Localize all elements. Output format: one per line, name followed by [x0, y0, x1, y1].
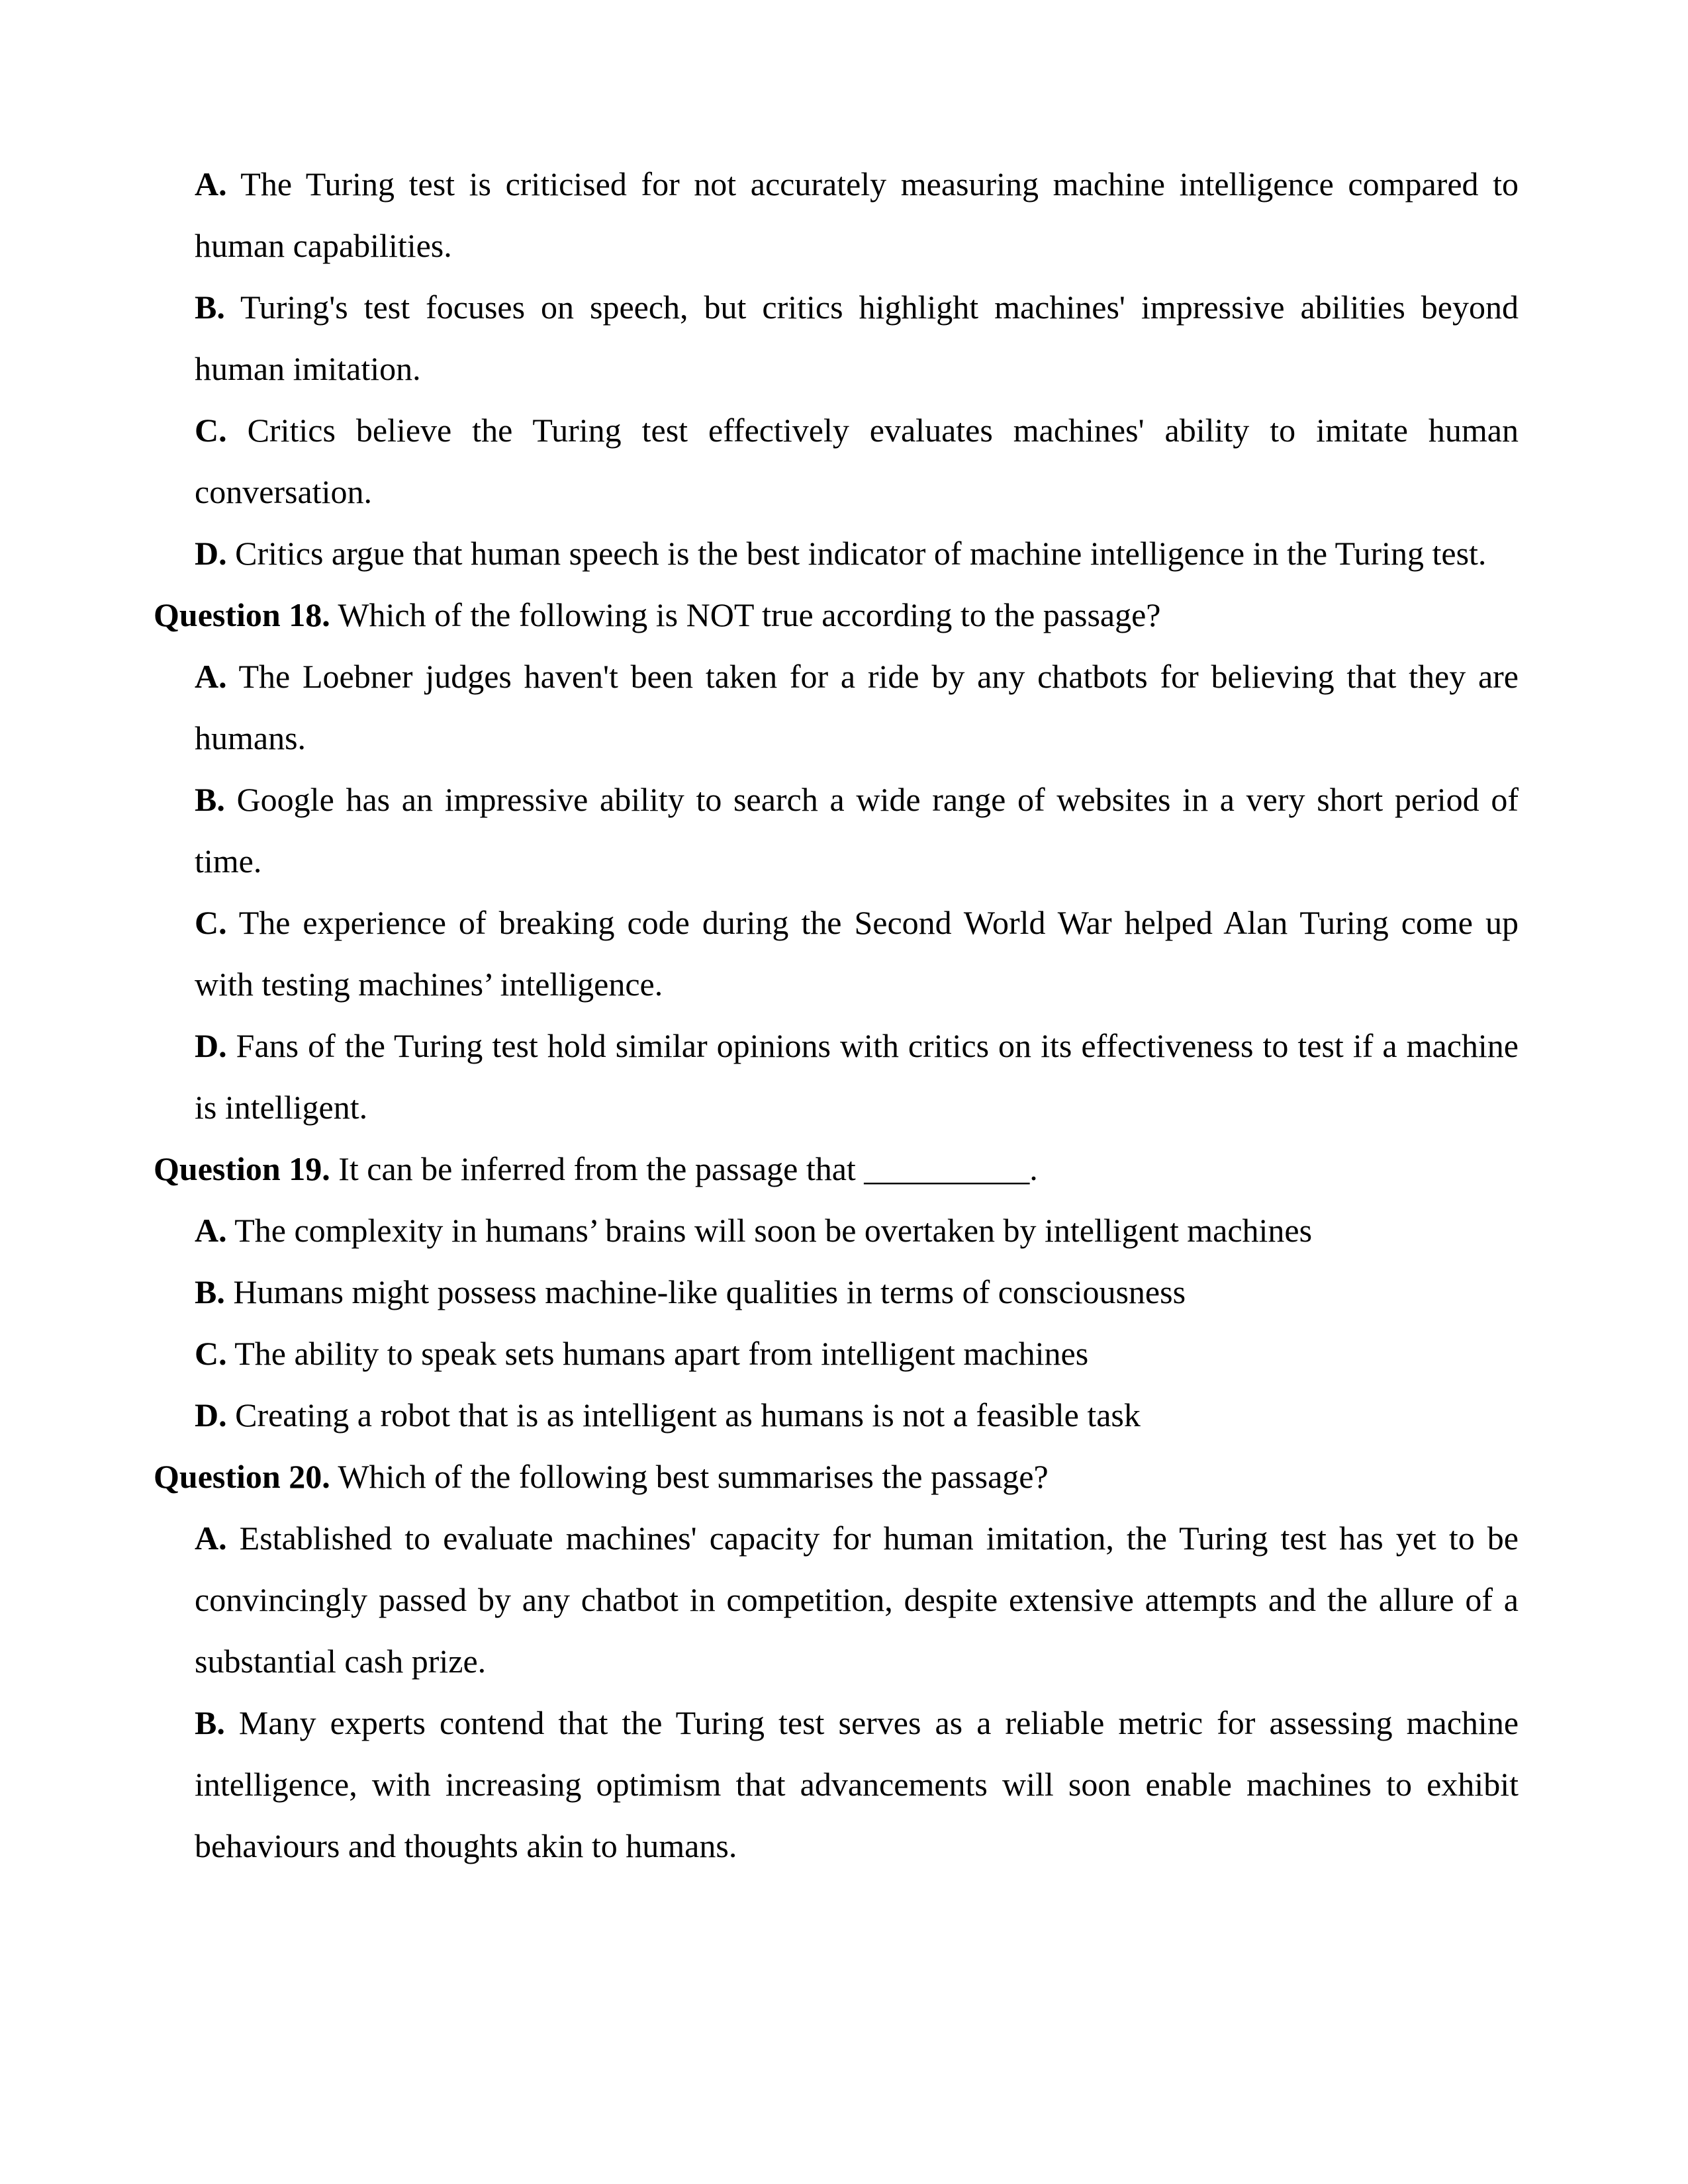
- question-19: [154, 1138, 1519, 1200]
- option-b: [154, 277, 1519, 400]
- option-text: The experience of breaking code during the Second World War helped Alan Turing come up with testing machines’ intelligence.: [195, 904, 1519, 1003]
- option-text: The complexity in humans’ brains will soon be overtaken by intelligent machines: [234, 1212, 1313, 1249]
- option-text: The ability to speak sets humans apart from intelligent machines: [234, 1335, 1089, 1372]
- option-label: D.: [195, 1396, 227, 1433]
- question-18: [154, 584, 1519, 646]
- option-text: Fans of the Turing test hold similar opinions with critics on its effectiveness to test if a machine is intelligent.: [195, 1027, 1519, 1126]
- option-text: Google has an impressive ability to search a wide range of websites in a very short period of time.: [195, 781, 1519, 880]
- option-b: [154, 769, 1519, 892]
- option-text: Humans might possess machine-like qualities in terms of consciousness: [233, 1273, 1186, 1310]
- option-label: A.: [195, 165, 227, 203]
- page-content: [154, 154, 1519, 1877]
- option-a: [154, 646, 1519, 769]
- option-text: The Loebner judges haven't been taken for a ride by any chatbots for believing that they are humans.: [195, 658, 1519, 756]
- option-d: [154, 1015, 1519, 1138]
- option-label: A.: [195, 1212, 227, 1249]
- option-label: B.: [195, 1704, 225, 1741]
- option-label: A.: [195, 658, 227, 695]
- option-label: B.: [195, 1273, 225, 1310]
- option-text: Creating a robot that is as intelligent as humans is not a feasible task: [235, 1396, 1141, 1433]
- option-label: B.: [195, 289, 225, 326]
- option-text: Turing's test focuses on speech, but critics highlight machines' impressive abilities beyond human imitation.: [195, 289, 1519, 387]
- option-text: The Turing test is criticised for not accurately measuring machine intelligence compared to human capabilities.: [195, 165, 1519, 264]
- question-label: Question 19.: [154, 1150, 330, 1187]
- option-b: [154, 1261, 1519, 1323]
- option-text: Established to evaluate machines' capacity for human imitation, the Turing test has yet to be convincingly passed by any chatbot in competition, despite extensive attempts and the allure of a substantial cash prize.: [195, 1520, 1519, 1680]
- option-label: C.: [195, 412, 227, 449]
- option-label: B.: [195, 781, 225, 818]
- question-label: Question 18.: [154, 596, 330, 633]
- question-stem: It can be inferred from the passage that __________.: [338, 1150, 1038, 1187]
- option-c: [154, 1323, 1519, 1385]
- option-text: Many experts contend that the Turing test serves as a reliable metric for assessing machine intelligence, with increasing optimism that advancements will soon enable machines to exhibit behaviours and thoughts akin to humans.: [195, 1704, 1519, 1864]
- option-text: Critics believe the Turing test effectively evaluates machines' ability to imitate human conversation.: [195, 412, 1519, 510]
- option-a: [154, 1508, 1519, 1692]
- option-text: Critics argue that human speech is the best indicator of machine intelligence in the Turing test.: [235, 535, 1487, 572]
- option-label: D.: [195, 1027, 227, 1064]
- option-a: [154, 154, 1519, 277]
- option-label: A.: [195, 1520, 227, 1557]
- question-stem: Which of the following best summarises the passage?: [338, 1458, 1049, 1495]
- option-label: D.: [195, 535, 227, 572]
- option-d: [154, 523, 1519, 584]
- question-20: [154, 1446, 1519, 1508]
- option-b: [154, 1692, 1519, 1877]
- option-c: [154, 400, 1519, 523]
- option-label: C.: [195, 1335, 227, 1372]
- option-label: C.: [195, 904, 227, 941]
- option-a: [154, 1200, 1519, 1261]
- option-d: [154, 1385, 1519, 1446]
- question-label: Question 20.: [154, 1458, 330, 1495]
- question-stem: Which of the following is NOT true according to the passage?: [338, 596, 1161, 633]
- option-c: [154, 892, 1519, 1015]
